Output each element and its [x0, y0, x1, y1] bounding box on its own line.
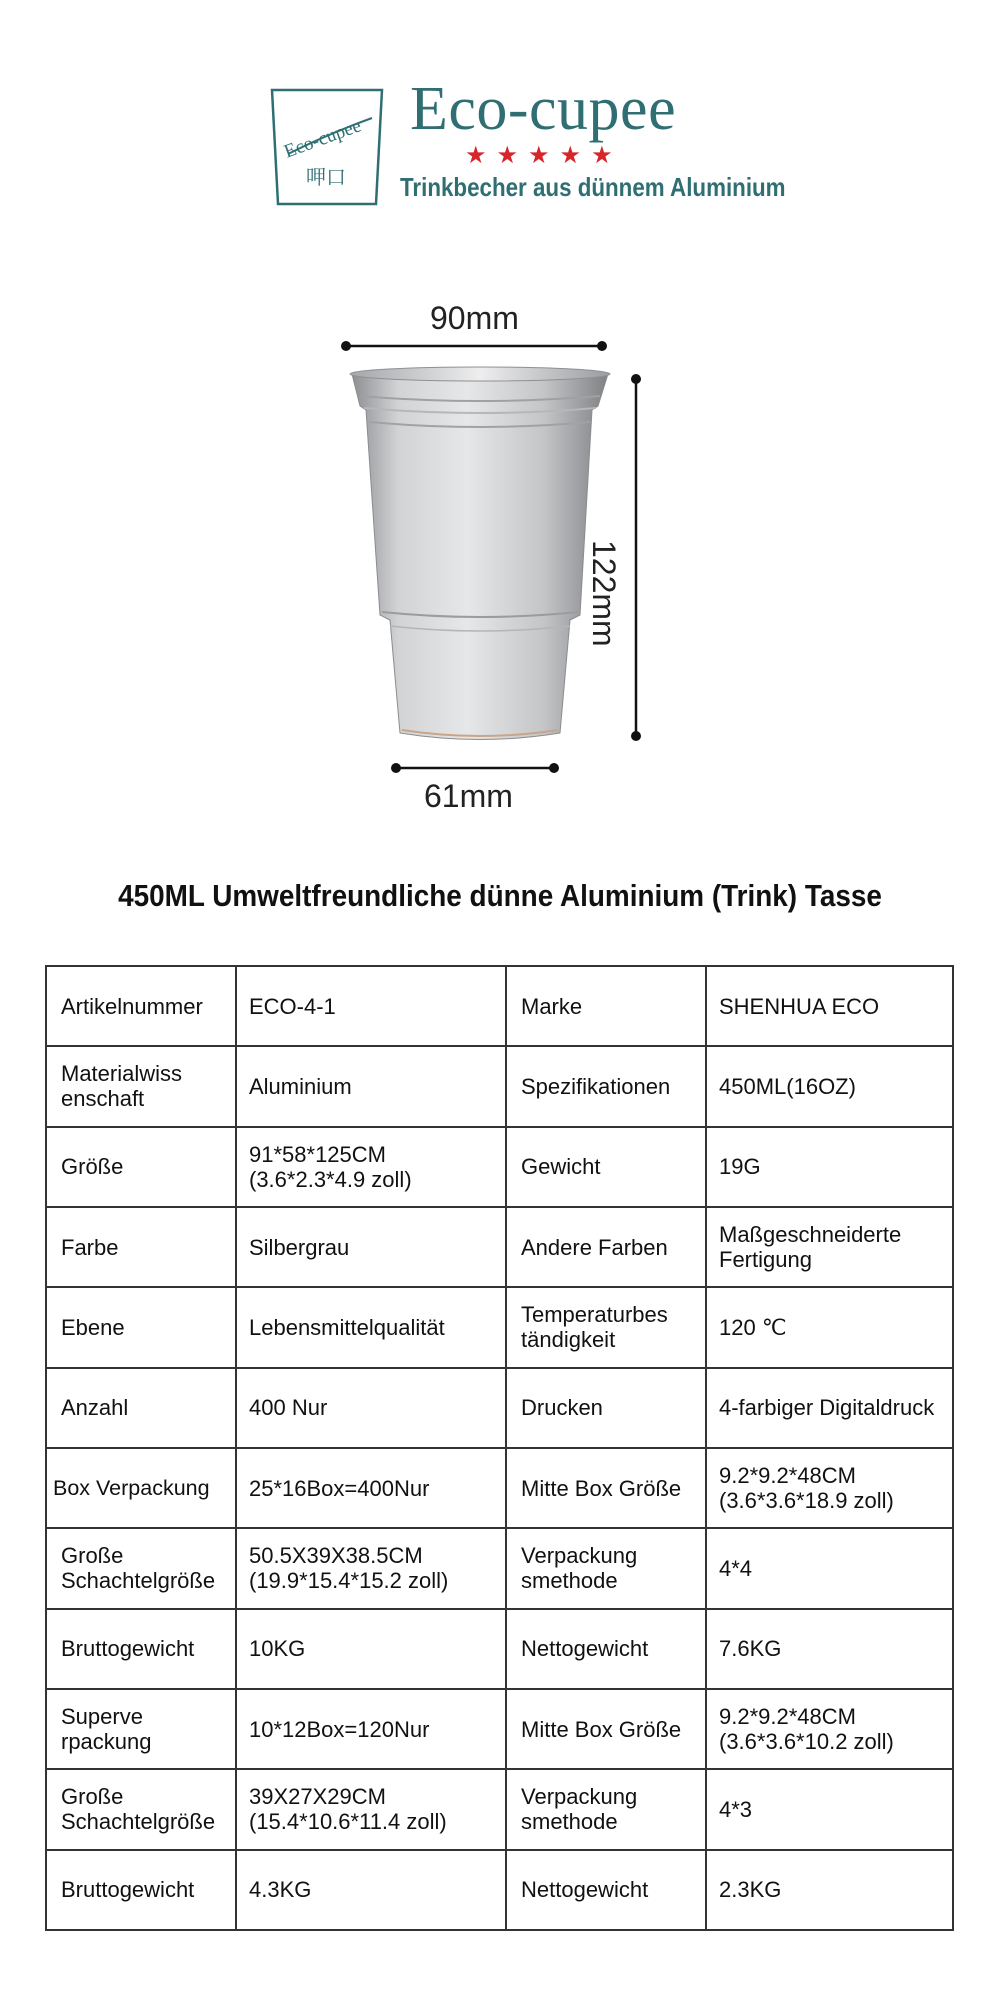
spec-label: Artikelnummer: [46, 966, 236, 1046]
spec-label: Bruttogewicht: [46, 1850, 236, 1930]
spec-label: Verpackung smethode: [506, 1528, 706, 1608]
spec-value: Silbergrau: [236, 1207, 506, 1287]
spec-row: [46, 1287, 953, 1367]
cup-figure: [300, 290, 720, 820]
spec-value: 2.3KG: [706, 1850, 953, 1930]
bottom-dimension-line: [391, 763, 559, 773]
spec-label: Bruttogewicht: [46, 1609, 236, 1689]
spec-value: Aluminium: [236, 1046, 506, 1126]
spec-label: Spezifikationen: [506, 1046, 706, 1126]
spec-label: Temperaturbes tändigkeit: [506, 1287, 706, 1367]
spec-value: 4*4: [706, 1528, 953, 1608]
spec-label: Drucken: [506, 1368, 706, 1448]
spec-label: Nettogewicht: [506, 1850, 706, 1930]
top-diameter-label: 90mm: [430, 300, 519, 336]
spec-label: Marke: [506, 966, 706, 1046]
spec-value: 10KG: [236, 1609, 506, 1689]
spec-value: 39X27X29CM (15.4*10.6*11.4 zoll): [236, 1769, 506, 1849]
spec-value: ECO-4-1: [236, 966, 506, 1046]
spec-label: Große Schachtelgröße: [46, 1769, 236, 1849]
spec-value: 7.6KG: [706, 1609, 953, 1689]
spec-value: 400 Nur: [236, 1368, 506, 1448]
spec-value: 10*12Box=120Nur: [236, 1689, 506, 1769]
spec-value: 91*58*125CM (3.6*2.3*4.9 zoll): [236, 1127, 506, 1207]
spec-row: [46, 1689, 953, 1769]
spec-row: [46, 966, 953, 1046]
logo-badge-cn: 呷口: [306, 165, 346, 189]
spec-value: 4*3: [706, 1769, 953, 1849]
spec-label: Ebene: [46, 1287, 236, 1367]
spec-row: [46, 1609, 953, 1689]
height-label: 122mm: [586, 540, 622, 647]
aluminium-cup: [350, 367, 610, 740]
brand-tagline: Trinkbecher aus dünnem Aluminium: [400, 172, 786, 202]
spec-label: Anzahl: [46, 1368, 236, 1448]
spec-row: [46, 1769, 953, 1849]
logo-badge-text: Eco-cupee: [281, 115, 364, 163]
spec-row: [46, 1046, 953, 1126]
spec-label: Größe: [46, 1127, 236, 1207]
spec-value: 50.5X39X38.5CM (19.9*15.4*15.2 zoll): [236, 1528, 506, 1608]
spec-label: Nettogewicht: [506, 1609, 706, 1689]
spec-label: Verpackung smethode: [506, 1769, 706, 1849]
spec-value: 9.2*9.2*48CM (3.6*3.6*10.2 zoll): [706, 1689, 953, 1769]
spec-value: 9.2*9.2*48CM (3.6*3.6*18.9 zoll): [706, 1448, 953, 1528]
spec-label: Superve rpackung: [46, 1689, 236, 1769]
spec-value: Lebensmittelqualität: [236, 1287, 506, 1367]
spec-value: 19G: [706, 1127, 953, 1207]
top-dimension-line: [341, 341, 607, 351]
spec-row: [46, 1448, 953, 1528]
spec-label: Mitte Box Größe: [506, 1689, 706, 1769]
spec-value: SHENHUA ECO: [706, 966, 953, 1046]
height-dimension-line: [631, 374, 641, 741]
spec-label: Farbe: [46, 1207, 236, 1287]
spec-table-body: [46, 966, 953, 1930]
spec-value: 450ML(16OZ): [706, 1046, 953, 1126]
spec-label: Box Verpackung: [46, 1448, 236, 1528]
spec-table: [45, 965, 954, 1931]
spec-label: Materialwiss enschaft: [46, 1046, 236, 1126]
product-title: 450ML Umweltfreundliche dünne Aluminium (Trink) Tasse: [118, 878, 882, 913]
spec-row: [46, 1207, 953, 1287]
spec-value: Maßgeschneiderte Fertigung: [706, 1207, 953, 1287]
spec-label: Mitte Box Größe: [506, 1448, 706, 1528]
spec-row: [46, 1127, 953, 1207]
bottom-diameter-label: 61mm: [424, 778, 513, 814]
spec-row: [46, 1850, 953, 1930]
spec-row: [46, 1528, 953, 1608]
logo-badge: [268, 88, 386, 206]
spec-row: [46, 1368, 953, 1448]
spec-value: 4.3KG: [236, 1850, 506, 1930]
brand-stars: ★★★★★: [465, 142, 623, 169]
spec-value: 25*16Box=400Nur: [236, 1448, 506, 1528]
spec-value: 120 ℃: [706, 1287, 953, 1367]
spec-value: 4-farbiger Digitaldruck: [706, 1368, 953, 1448]
spec-label: Große Schachtelgröße: [46, 1528, 236, 1608]
spec-label: Andere Farben: [506, 1207, 706, 1287]
brand-name: Eco-cupee: [410, 75, 677, 143]
spec-label: Gewicht: [506, 1127, 706, 1207]
